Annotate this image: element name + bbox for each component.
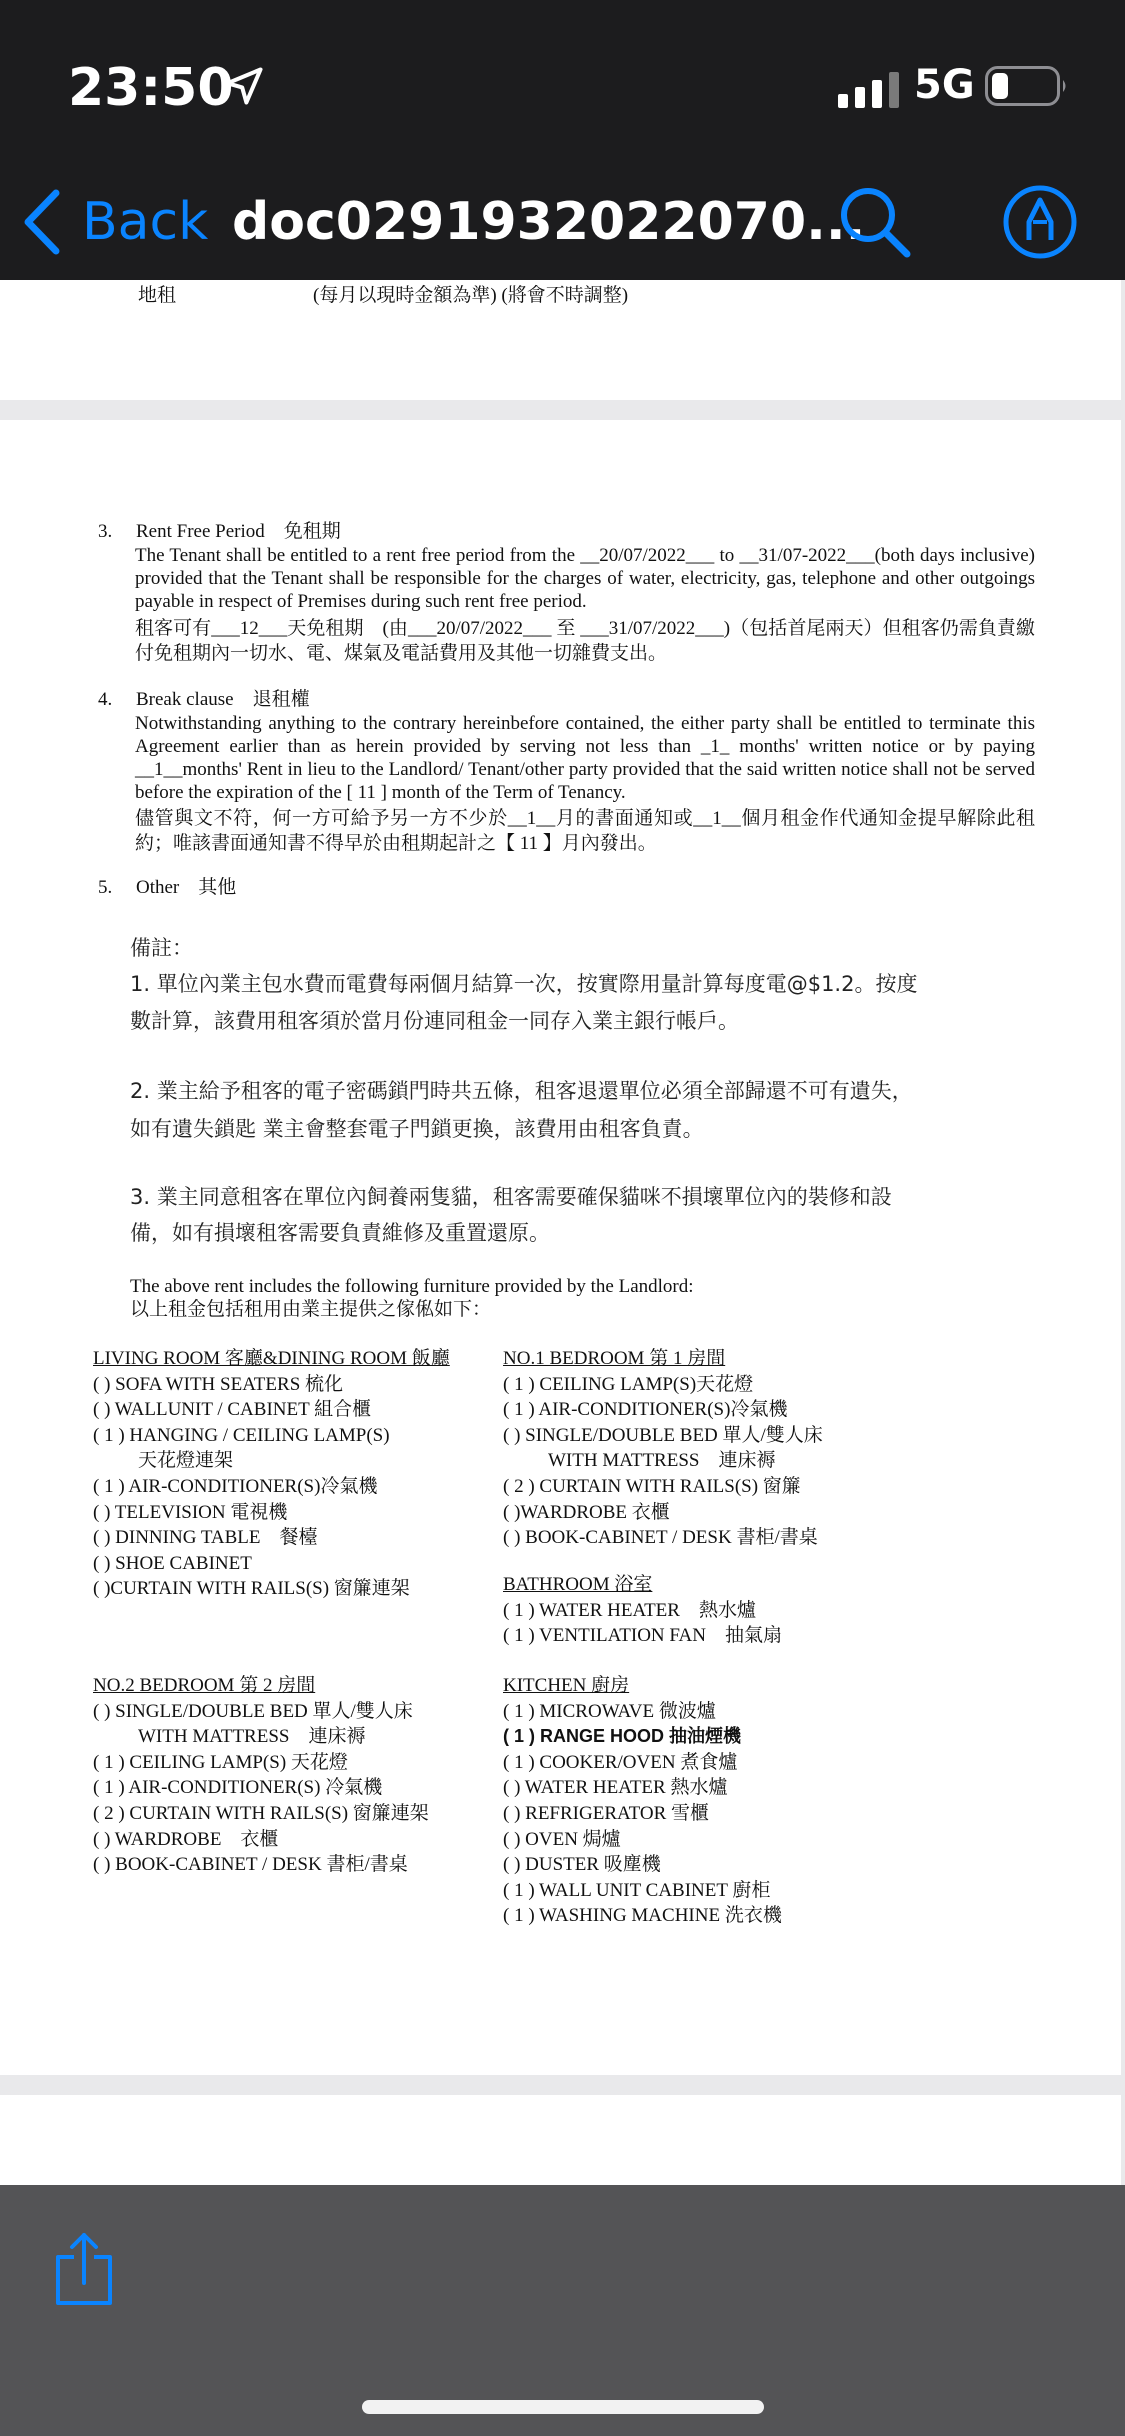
bathroom-list: [503, 1572, 782, 1649]
back-button[interactable]: [22, 185, 208, 259]
list-item: ( 1 ) HANGING / CEILING LAMP(S): [93, 1424, 390, 1446]
battery-icon: [985, 66, 1069, 106]
list-item: ( ) WARDROBE 衣櫃: [93, 1828, 279, 1850]
bedroom2-list: [93, 1673, 429, 1878]
cellular-signal-icon: [838, 72, 900, 108]
living-room-list: [93, 1346, 450, 1602]
list-item: ( ) WALLUNIT / CABINET 組合櫃: [93, 1399, 372, 1421]
status-time: 23:50: [68, 58, 234, 118]
navigation-bar: [0, 165, 1125, 280]
ground-rent-text: (每月以現時金額為準) (將會不時調整): [313, 285, 629, 306]
clause4-heading: [98, 688, 310, 711]
list-item: ( 1 ) AIR-CONDITIONER(S)冷氣機: [503, 1399, 788, 1421]
location-arrow-icon: [222, 64, 266, 108]
clause4-chinese: 儘管與文不符，何一方可給予另一方不少於__1__月的書面通知或__1__個月租金作代通知金提早解除此租約；唯該書面通知書不得早於由租期起計之【 11 】月內發出。: [135, 808, 1035, 854]
list-item: ( ) DUSTER 吸塵機: [503, 1854, 661, 1876]
bedroom1-heading: NO.1 BEDROOM 第 1 房間: [503, 1348, 726, 1369]
document-page: [0, 420, 1121, 2075]
clause4-english: Notwithstanding anything to the contrary hereinbefore contained, the either party shall be entitled to terminate this Agreement earlier than as herein provided by serving not less than _1_ months' written notice or by paying __1__months' Rent in lieu to the Landlord/ Tenant/other party provided that the said written notice shall not be served before the expiration of the [ 11 ] month of the Term of Tenancy.: [135, 713, 1035, 803]
list-item: ( ) OVEN 焗爐: [503, 1828, 621, 1850]
home-indicator[interactable]: [362, 2400, 764, 2414]
list-item: ( ) WATER HEATER 熱水爐: [503, 1777, 728, 1799]
clause3-title: Rent Free Period 免租期: [136, 521, 341, 542]
bathroom-heading: BATHROOM 浴室: [503, 1574, 653, 1595]
list-item: ( ) SINGLE/DOUBLE BED 單人/雙人床: [93, 1700, 413, 1722]
bedroom1-list: [503, 1346, 823, 1551]
note-2-line-2: 如有遺失鎖匙 業主會整套電子門鎖更換，該費用由租客負責。: [130, 1117, 704, 1141]
list-item: ( 1 ) AIR-CONDITIONER(S) 冷氣機: [93, 1777, 383, 1799]
list-item: ( 1 ) WASHING MACHINE 洗衣機: [503, 1905, 782, 1927]
clause3-english: The Tenant shall be entitled to a rent free period from the __20/07/2022___ to __31/07-2022___(both days inclusive) provided that the Tenant shall be responsible for the charges of water, electricity, gas, telephone and other outgoings payable in respect of Premises during such rent free period.: [135, 545, 1035, 612]
note-1-line-2: 數計算，該費用租客須於當月份連同租金一同存入業主銀行帳戶。: [130, 1009, 739, 1033]
kitchen-heading: KITCHEN 廚房: [503, 1675, 630, 1696]
ground-rent-line: [138, 280, 628, 307]
list-item: ( 1 ) MICROWAVE 微波爐: [503, 1700, 716, 1722]
clause4-title: Break clause 退租權: [136, 689, 310, 710]
note-2-line-1: 2. 業主給予租客的電子密碼鎖門時共五條，租客退還單位必須全部歸還不可有遺失，: [130, 1079, 913, 1103]
list-item: ( 1 ) CEILING LAMP(S) 天花燈: [93, 1751, 348, 1773]
clause3-number: 3.: [98, 521, 113, 542]
clause3-chinese: 租客可有___12___天免租期 (由___20/07/2022___ 至 ___31/07/2022___)（包括首尾兩天）但租客仍需負責繳付免租期內一切水、電、煤氣及電話費用及其他一切雜費支出。: [135, 618, 1035, 664]
clause5-number: 5.: [98, 877, 113, 898]
list-item: ( 1 ) VENTILATION FAN 抽氣扇: [503, 1625, 782, 1647]
note-1-line-1: 1. 單位內業主包水費而電費每兩個月結算一次，按實際用量計算每度電@$1.2。按度: [130, 972, 918, 996]
bedroom2-heading: NO.2 BEDROOM 第 2 房間: [93, 1675, 316, 1696]
list-item: WITH MATTRESS 連床褥: [138, 1726, 366, 1748]
note-3-line-1: 3. 業主同意租客在單位內飼養兩隻貓，租客需要確保貓咪不損壞單位內的裝修和設: [130, 1185, 892, 1209]
clause5-title: Other 其他: [136, 877, 237, 898]
list-item: ( 2 ) CURTAIN WITH RAILS(S) 窗簾連架: [93, 1802, 429, 1824]
list-item: ( 1 ) RANGE HOOD 抽油煙機: [503, 1726, 742, 1747]
list-item: ( 1 ) AIR-CONDITIONER(S)冷氣機: [93, 1475, 378, 1497]
share-icon[interactable]: [52, 2231, 116, 2307]
kitchen-list: [503, 1673, 782, 1929]
list-item: ( ) SOFA WITH SEATERS 梳化: [93, 1373, 344, 1395]
chevron-left-icon: [22, 189, 62, 255]
list-item: ( 1 ) COOKER/OVEN 煮食爐: [503, 1751, 738, 1773]
search-icon[interactable]: [835, 182, 915, 262]
clause3-heading: [98, 520, 341, 543]
list-item: ( ) SINGLE/DOUBLE BED 單人/雙人床: [503, 1424, 823, 1446]
bottom-toolbar: [0, 2185, 1125, 2436]
document-page-previous: [0, 280, 1121, 400]
list-item: ( ) DINNING TABLE 餐檯: [93, 1527, 318, 1549]
list-item: ( ) TELEVISION 電視機: [93, 1501, 288, 1523]
document-title: doc0291932022070...: [232, 192, 866, 252]
back-label: Back: [82, 192, 209, 252]
list-item: WITH MATTRESS 連床褥: [548, 1450, 776, 1472]
list-item: ( ) REFRIGERATOR 雪櫃: [503, 1802, 710, 1824]
network-type: 5G: [914, 62, 975, 108]
list-item: ( )CURTAIN WITH RAILS(S) 窗簾連架: [93, 1578, 410, 1600]
list-item: ( 2 ) CURTAIN WITH RAILS(S) 窗簾: [503, 1475, 801, 1497]
list-item: ( ) BOOK-CABINET / DESK 書柜/書桌: [503, 1527, 818, 1549]
list-item: ( 1 ) CEILING LAMP(S)天花燈: [503, 1373, 754, 1395]
living-room-heading: LIVING ROOM 客廳&DINING ROOM 飯廳: [93, 1348, 450, 1369]
list-item: 天花燈連架: [138, 1450, 234, 1472]
furniture-intro-chinese: 以上租金包括租用由業主提供之傢俬如下：: [130, 1299, 492, 1320]
ground-rent-label: 地租: [138, 285, 177, 306]
furniture-intro-english: The above rent includes the following furniture provided by the Landlord:: [130, 1276, 694, 1297]
list-item: ( ) SHOE CABINET: [93, 1552, 252, 1574]
clause5-heading: [98, 876, 236, 899]
clause4-number: 4.: [98, 689, 113, 710]
list-item: ( )WARDROBE 衣櫃: [503, 1501, 670, 1523]
list-item: ( ) BOOK-CABINET / DESK 書柜/書桌: [93, 1854, 408, 1876]
list-item: ( 1 ) WATER HEATER 熱水爐: [503, 1599, 756, 1621]
note-3-line-2: 備，如有損壞租客需要負責維修及重置還原。: [130, 1221, 550, 1245]
status-bar: [0, 0, 1125, 165]
list-item: ( 1 ) WALL UNIT CABINET 廚柜: [503, 1879, 771, 1901]
markup-pen-icon[interactable]: [1000, 182, 1080, 262]
document-page-next: [0, 2095, 1121, 2195]
document-viewer[interactable]: [0, 280, 1125, 2185]
notes-label: 備註：: [130, 936, 193, 960]
